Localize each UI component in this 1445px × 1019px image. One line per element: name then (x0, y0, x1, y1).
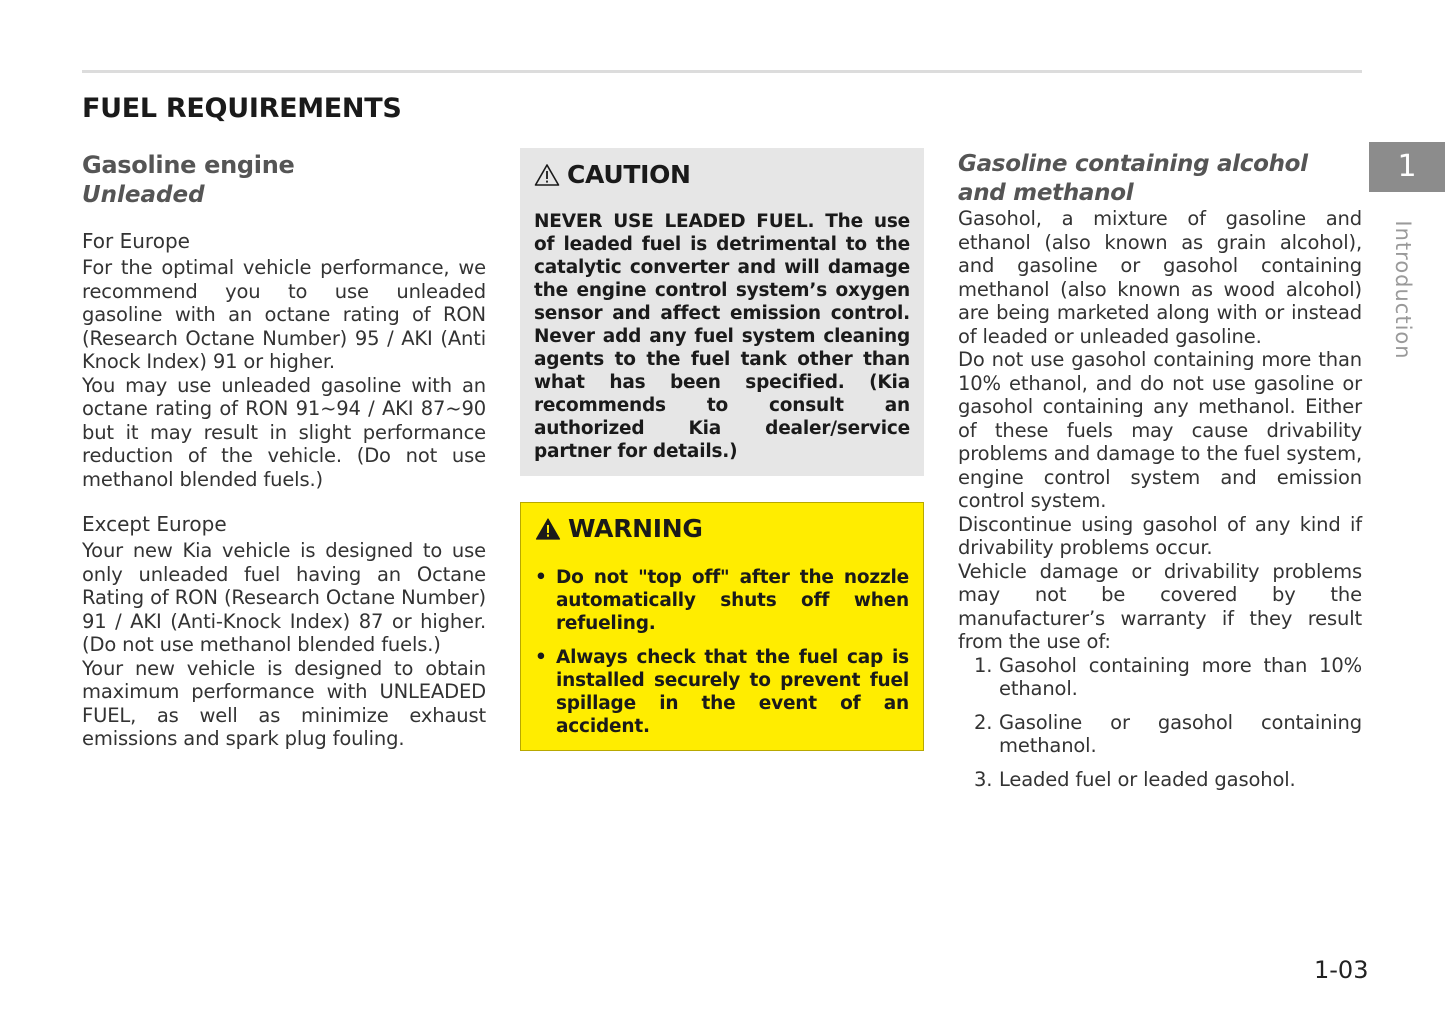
warning-title: WARNING (568, 514, 703, 543)
fuel-list (958, 654, 1362, 792)
warning-filled-triangle-icon (535, 517, 561, 541)
caution-outline-triangle-icon (534, 163, 560, 187)
alcohol-paragraph: Do not use gasohol containing more than 10% ethanol, and do not use gasoline or gasohol containing any methanol. Either of these fuels may cause drivability problems and damage to the fuel system, engine control system and emission control system. (958, 348, 1362, 512)
chapter-tab: 1 (1369, 142, 1445, 192)
warning-item-text: Do not "top off" after the nozzle automatically shuts off when refueling. (556, 567, 909, 634)
europe-paragraph: You may use unleaded gasoline with an octane rating of RON 91~94 / AKI 87~90 but it may result in slight performance reduction of the vehicle. (Do not use methanol blended fuels.) (82, 373, 486, 491)
warning-item-text: Always check that the fuel cap is installed securely to prevent fuel spillage in the event of an accident. (556, 647, 909, 737)
except-europe-paragraph: Your new vehicle is designed to obtain maximum performance with UNLEADED FUEL, as well as minimize exhaust emissions and spark plug fouling. (82, 656, 486, 750)
except-europe-paragraph: Your new Kia vehicle is designed to use only unleaded fuel having an Octane Rating of RON (Research Octane Number) 91 / AKI (Anti-Knock Index) 87 or higher. (Do not use methanol blended fuels.) (82, 539, 486, 656)
caution-box (520, 148, 924, 476)
warning-header (535, 514, 909, 544)
list-item (958, 654, 1362, 701)
warning-box (520, 502, 924, 751)
caution-text: NEVER USE LEADED FUEL. The use of leaded fuel is detrimental to the catalytic converter and will damage the engine control system’s oxygen sensor and affect emission control. Never add any fuel system cleaning agents to the fuel tank other than what has been specified. (Kia recommends to consult an authorized Kia dealer/service partner for details.) (534, 211, 910, 462)
bullet-marker: • (535, 647, 547, 668)
section-subtitle: Unleaded (82, 182, 205, 208)
alcohol-methanol-section (958, 150, 1362, 801)
notices-column (520, 148, 924, 751)
page-title: FUEL REQUIREMENTS (82, 93, 402, 124)
caution-header (534, 160, 910, 190)
list-item (535, 646, 909, 738)
list-text: Gasohol containing more than 10% ethanol. (999, 653, 1362, 700)
warning-list (535, 566, 909, 738)
list-item (958, 768, 1362, 792)
chapter-label: Introduction (1391, 220, 1415, 360)
list-number: 1. (974, 653, 993, 677)
except-europe-heading: Except Europe (82, 512, 227, 536)
gasoline-engine-section (82, 150, 486, 751)
caution-title: CAUTION (567, 160, 691, 189)
alcohol-paragraph: Gasohol, a mixture of gasoline and ethanol (also known as grain alcohol), and gasoline or gasohol containing methanol (also known as wood alcohol) are being marketed along with or instead of leaded or unleaded gasoline. (958, 207, 1362, 348)
bullet-marker: • (535, 567, 547, 588)
section-title: Gasoline containing alcohol and methanol (958, 151, 1308, 206)
top-divider (82, 70, 1362, 73)
alcohol-paragraph: Vehicle damage or drivability problems may not be covered by the manufacturer’s warranty if they result from the use of: (958, 559, 1362, 653)
alcohol-paragraph: Discontinue using gasohol of any kind if drivability problems occur. (958, 512, 1362, 559)
list-item (958, 711, 1362, 758)
list-text: Gasoline or gasohol containing methanol. (999, 710, 1362, 757)
list-number: 3. (974, 767, 993, 791)
list-text: Leaded fuel or leaded gasohol. (999, 767, 1296, 791)
page-number: 1-03 (1314, 956, 1369, 984)
list-number: 2. (974, 710, 993, 734)
for-europe-heading: For Europe (82, 229, 190, 253)
list-item (535, 566, 909, 635)
europe-paragraph: For the optimal vehicle performance, we recommend you to use unleaded gasoline with an octane rating of RON (Research Octane Number) 95 / AKI (Anti Knock Index) 91 or higher. (82, 256, 486, 373)
section-title: Gasoline engine (82, 151, 295, 179)
